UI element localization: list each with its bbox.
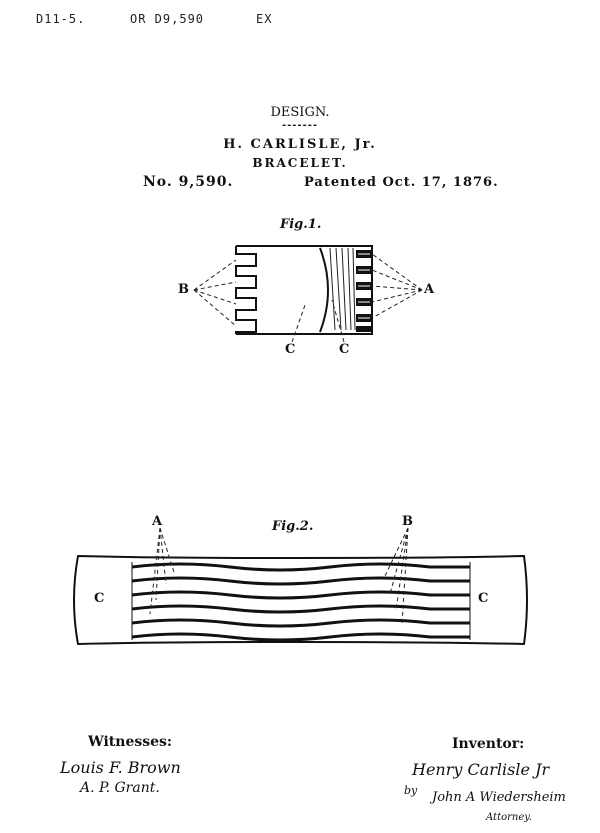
patent-date: Patented Oct. 17, 1876.	[304, 175, 499, 190]
figure-2-title: Fig.2.	[272, 519, 314, 534]
item-title: BRACELET.	[252, 156, 348, 170]
figure-2-label-c-left: C	[94, 591, 105, 606]
figure-2-label-c-right: C	[478, 591, 489, 606]
figure-1-label-c-left: C	[285, 342, 296, 357]
inventor-signature: Henry Carlisle Jr	[412, 760, 550, 779]
figure-2-label-a: A	[152, 514, 163, 529]
ex-code: EX	[256, 12, 273, 26]
by-label: by	[404, 784, 418, 797]
figure-1-label-a: A	[424, 282, 435, 297]
header-divider: -------	[281, 120, 319, 131]
patent-number: No. 9,590.	[143, 174, 234, 190]
figure-1-label-c-right: C	[339, 342, 350, 357]
witness-signature-1: Louis F. Brown	[60, 758, 181, 777]
witnesses-heading: Witnesses:	[88, 734, 173, 750]
patent-category: DESIGN.	[270, 105, 330, 120]
attorney-label: Attorney.	[486, 812, 532, 823]
document-code: D11-5.	[36, 12, 86, 26]
attorney-signature: John A Wiedersheim	[432, 790, 566, 805]
figure-1-title: Fig.1.	[280, 217, 322, 232]
witness-signature-2: A. P. Grant.	[80, 780, 160, 796]
figure-1-label-b: B	[178, 282, 189, 297]
or-code: OR D9,590	[130, 12, 205, 26]
inventor-name: H. CARLISLE, Jr.	[223, 137, 377, 152]
inventor-heading: Inventor:	[452, 736, 525, 752]
figure-2-label-b: B	[402, 514, 413, 529]
